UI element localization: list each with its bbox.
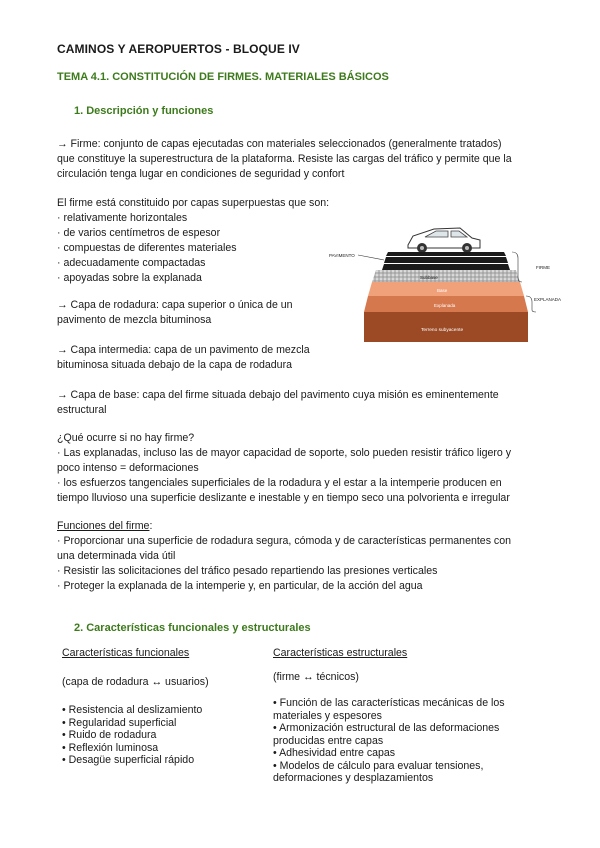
base-definition [57, 388, 499, 418]
estructurales-line: • Adhesividad entre capas [273, 747, 396, 759]
label-explanada: EXPLANADA [534, 297, 562, 302]
estructurales-list [273, 697, 505, 785]
label-subbase: Subbase [420, 275, 438, 280]
rodadura-definition [57, 298, 293, 328]
sin-firme-line: ¿Qué ocurre si no hay firme? [57, 432, 195, 444]
sin-firme-line: tiempo lluvioso una superficie deslizante e inestable y en tiempo seco una polvorienta e irregular [57, 492, 510, 504]
funcionales-item: • Ruido de rodadura [62, 729, 157, 741]
label-explanada-layer: Explanada [434, 303, 456, 308]
funcionales-title: Características funcionales [62, 647, 190, 659]
estructurales-title: Características estructurales [273, 647, 408, 659]
funciones-line: una determinada vida útil [57, 550, 176, 562]
capas-intro: El firme está constituido por capas superpuestas que son: [57, 197, 330, 209]
capas-item: · adecuadamente compactadas [57, 257, 206, 269]
pavimento-leader [358, 255, 384, 260]
label-firme: FIRME [536, 265, 550, 270]
sin-firme-line: · Las explanadas, incluso las de mayor capacidad de soporte, solo pueden resistir tráfico ligero y [57, 447, 512, 459]
sin-firme-block [57, 431, 511, 506]
funciones-line: · Proporcionar una superficie de rodadura segura, cómoda y de características permanentes con [57, 535, 512, 547]
section1-heading: 1. Descripción y funciones [74, 105, 214, 117]
layer-rodadura [386, 252, 506, 256]
funciones-colon: : [149, 520, 153, 532]
layer-intermedia [384, 257, 508, 263]
label-pavimento: PAVIMENTO [329, 253, 355, 258]
funcionales-item: • Regularidad superficial [62, 716, 177, 729]
funcionales-item: • Resistencia al deslizamiento [62, 704, 203, 716]
label-terreno: Terreno subyacente [421, 328, 464, 333]
sin-firme-line: poco intenso = deformaciones [57, 462, 199, 474]
funciones-line: · Proteger la explanada de la intemperie y, en particular, de la acción del agua [57, 580, 423, 592]
capas-item: · de varios centímetros de espesor [57, 227, 221, 239]
sin-firme-line: · los esfuerzos tangenciales superficiales de la rodadura y el estar a la intemperie producen en [57, 477, 502, 489]
estructurales-line: producidas entre capas [273, 734, 384, 747]
funcionales-item: • Desagüe superficial rápido [62, 754, 195, 766]
intermedia-definition [57, 343, 310, 373]
capas-list [57, 196, 329, 286]
layer-base-asphalt [382, 264, 510, 270]
funcionales-subtitle: (capa de rodadura ↔ usuarios) [62, 676, 209, 688]
base-line: → Capa de base: capa del firme situada debajo del pavimento cuya misión es eminentemente [57, 389, 499, 401]
firme-definition [57, 137, 512, 182]
tema-title: TEMA 4.1. CONSTITUCIÓN DE FIRMES. MATERIALES BÁSICOS [57, 71, 389, 83]
estructurales-line: • Función de las características mecánicas de los [273, 697, 505, 709]
firme-line: → Firme: conjunto de capas ejecutadas con materiales seleccionados (generalmente tratados) [57, 138, 502, 150]
firme-line: que constituye la superestructura de la plataforma. Resiste las cargas del tráfico y permite que la [57, 153, 512, 165]
rodadura-line: pavimento de mezcla bituminosa [57, 314, 212, 326]
intermedia-line: bituminosa situada debajo de la capa de rodadura [57, 359, 292, 371]
funciones-title-row [57, 519, 511, 534]
intermedia-line: → Capa intermedia: capa de un pavimento de mezcla [57, 344, 310, 356]
firme-line: circulación tenga lugar en condiciones de seguridad y confort [57, 168, 345, 180]
base-line: estructural [57, 404, 107, 416]
funcionales-item: • Reflexión luminosa [62, 741, 159, 754]
label-base: Base [437, 288, 448, 293]
estructurales-line: materiales y espesores [273, 709, 382, 722]
right-column-title [273, 646, 407, 661]
section2-heading: 2. Características funcionales y estructurales [74, 622, 311, 634]
funciones-line: · Resistir las solicitaciones del tráfico pesado repartiendo las presiones verticales [57, 565, 438, 577]
estructurales-line: • Armonización estructural de las deformaciones [273, 722, 500, 734]
pavement-section-figure [328, 218, 590, 344]
funciones-block [57, 519, 511, 594]
funcionales-list [62, 704, 202, 767]
capas-item: · compuestas de diferentes materiales [57, 242, 237, 254]
estructurales-line: deformaciones y desplazamientos [273, 772, 434, 784]
document-title: CAMINOS Y AEROPUERTOS - BLOQUE IV [57, 42, 300, 56]
estructurales-line: • Modelos de cálculo para evaluar tensiones, [273, 759, 484, 772]
car-icon [408, 228, 480, 253]
left-column-title [62, 646, 189, 661]
funciones-title: Funciones del firme [57, 520, 150, 532]
layer-subbase [372, 270, 520, 282]
rodadura-line: → Capa de rodadura: capa superior o única de un [57, 299, 293, 311]
capas-item: · apoyadas sobre la explanada [57, 272, 202, 284]
capas-item: · relativamente horizontales [57, 212, 188, 224]
estructurales-subtitle: (firme ↔ técnicos) [273, 671, 359, 683]
layer-terreno [364, 312, 528, 342]
